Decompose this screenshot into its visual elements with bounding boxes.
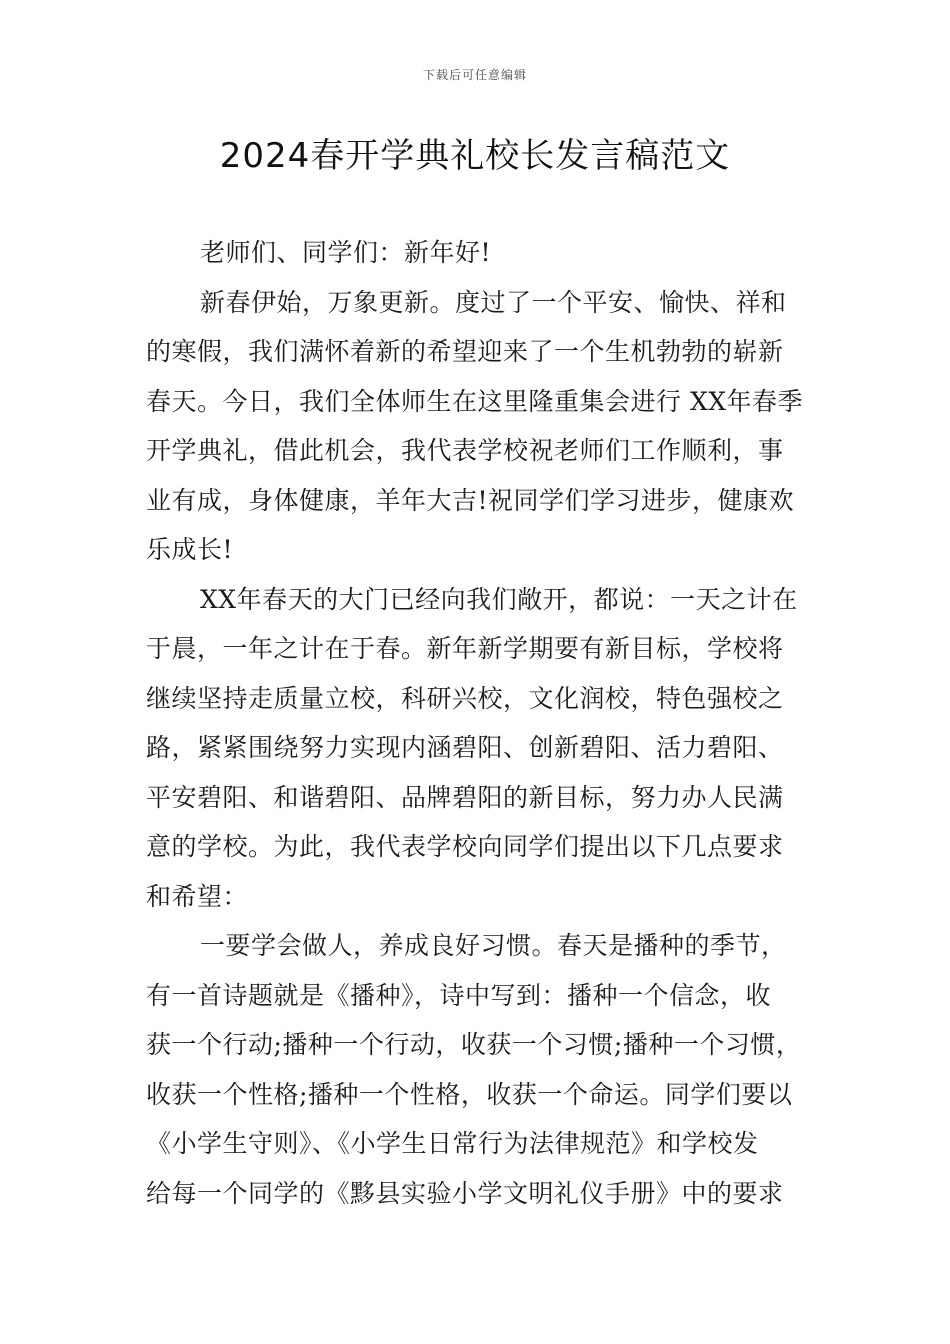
text-line: 路，紧紧围绕努力实现内涵碧阳、创新碧阳、活力碧阳、 [146,733,784,762]
text-line: 获一个行动;播种一个行动，收获一个习惯;播种一个习惯， [146,1030,802,1059]
text-line: 意的学校。为此，我代表学校向同学们提出以下几点要求 [146,832,784,861]
text-line: 乐成长! [146,535,234,564]
text-line: 业有成，身体健康，羊年大吉!祝同学们学习进步，健康欢 [146,485,795,515]
page-title: 2024春开学典礼校长发言稿范文 [219,136,731,176]
text-line: 开学典礼，借此机会，我代表学校祝老师们工作顺利，事 [146,436,784,465]
text-line: 和希望： [146,881,249,911]
text-line: 于晨，一年之计在于春。新年新学期要有新目标，学校将 [146,634,784,663]
text-line: XX年春天的大门已经向我们敞开，都说：一天之计在 [200,584,798,614]
text-line: 有一首诗题就是《播种》，诗中写到：播种一个信念，收 [146,980,772,1010]
text-line: 给每一个同学的《黟县实验小学文明礼仪手册》中的要求 [146,1178,784,1208]
text-line: 新春伊始，万象更新。度过了一个平安、愉快、祥和 [200,287,787,317]
text-line: 老师们、同学们：新年好! [200,238,492,267]
body-text [146,228,814,1218]
text-line: 春天。今日，我们全体师生在这里隆重集会进行 XX年春季 [146,386,804,416]
text-line: 继续坚持走质量立校，科研兴校，文化润校，特色强校之 [146,683,784,713]
text-line: 收获一个性格;播种一个性格，收获一个命运。同学们要以 [146,1079,793,1109]
text-line: 平安碧阳、和谐碧阳、品牌碧阳的新目标，努力办人民满 [146,782,784,812]
text-line: 的寒假，我们满怀着新的希望迎来了一个生机勃勃的崭新 [146,337,784,366]
text-line: 一要学会做人，养成良好习惯。春天是播种的季节， [200,931,787,960]
text-line: 《小学生守则》、《小学生日常行为法律规范》和学校发 [146,1129,759,1158]
header-note: 下载后可任意编辑 [422,68,527,82]
